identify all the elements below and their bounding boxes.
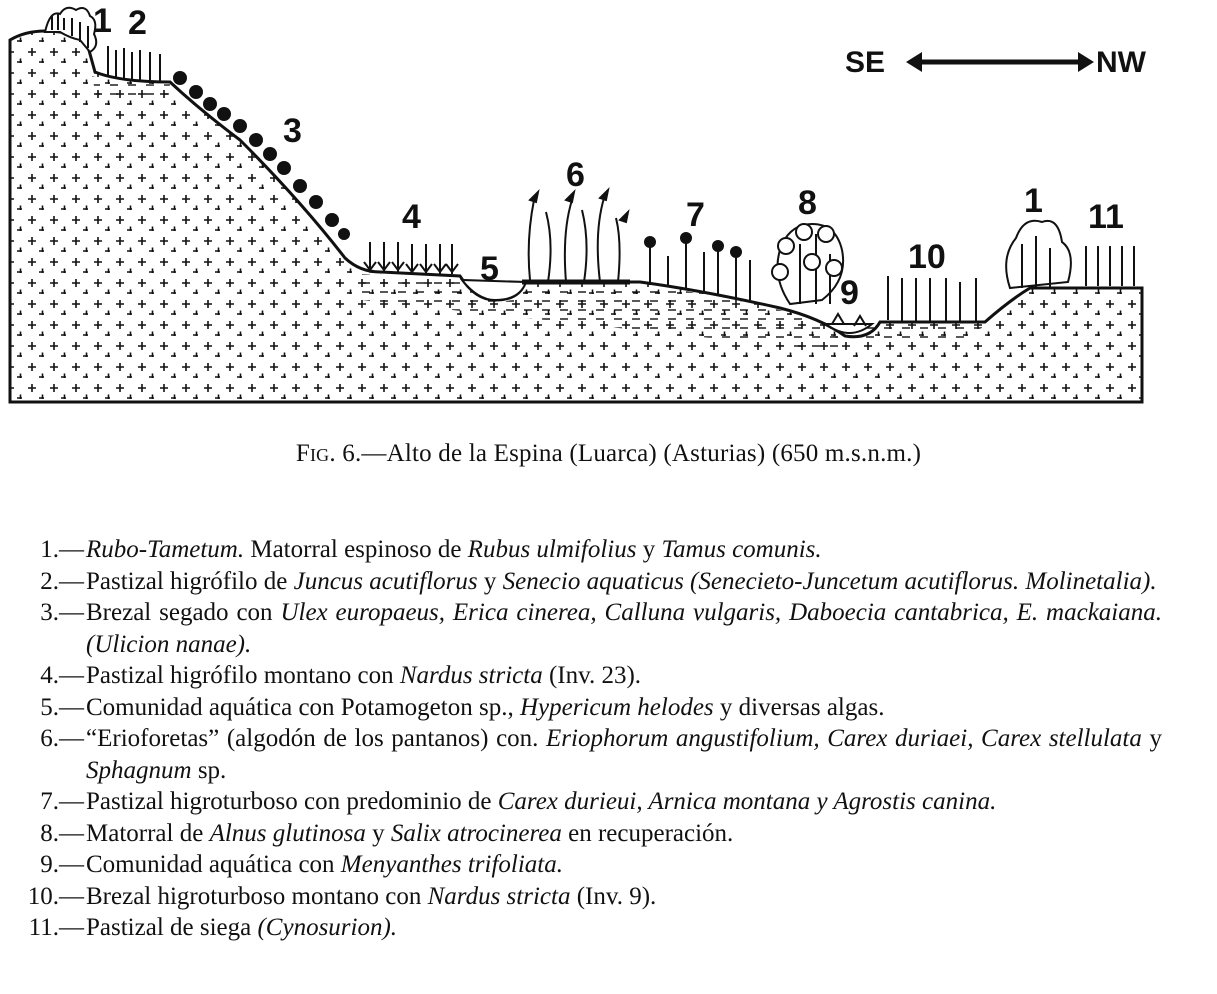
legend-number: 7.—: [40, 788, 84, 815]
legend-item: [22, 881, 1162, 913]
legend-species-name: Hypericum helodes: [519, 693, 714, 721]
legend-item: [22, 597, 1162, 660]
zone-label-8: 8: [798, 184, 817, 222]
orientation-arrow: [845, 46, 1147, 79]
legend-item: [22, 692, 1162, 724]
legend-text-segment: y: [1141, 725, 1162, 752]
legend-item: [22, 912, 1162, 944]
legend-species-name: Tamus comunis.: [661, 536, 822, 563]
zone-label-11: 11: [1088, 198, 1124, 236]
legend-species-name: (Cynosurion).: [257, 914, 398, 941]
zone-label-1-left: 1: [93, 2, 112, 40]
legend-text: [84, 786, 1162, 818]
legend-item: [22, 566, 1162, 598]
orientation-se: SE: [845, 46, 886, 79]
legend-item: [22, 786, 1162, 818]
legend-species-name: Salix atrocinerea: [390, 819, 562, 847]
legend-text-segment: (Inv. 23).: [542, 662, 642, 689]
legend-number: 5.—: [40, 693, 84, 721]
legend-text-segment: Pastizal higroturboso con predominio de: [86, 788, 498, 815]
zone-label-10: 10: [908, 238, 946, 276]
legend-species-name: Alnus glutinosa: [209, 819, 366, 847]
legend-number: 9.—: [40, 851, 84, 878]
legend-text-segment: Pastizal higrófilo montano con: [86, 662, 400, 689]
zone-label-5: 5: [480, 250, 499, 288]
legend-species-name: Nardus stricta: [399, 662, 543, 689]
legend-text-segment: Matorral de: [86, 819, 210, 847]
legend-number: 10.—: [27, 882, 84, 910]
legend-text-segment: Matorral espinoso de: [244, 536, 468, 563]
legend-list: [22, 534, 1162, 944]
legend-species-name: Rubo-Tametum.: [86, 536, 245, 563]
zone-label-6: 6: [566, 156, 585, 194]
legend-text-segment: y: [477, 567, 503, 595]
legend-species-name: Nardus stricta: [427, 882, 571, 910]
legend-species-name: Carex durieui, Arnica montana y Agrostis canina.: [497, 788, 997, 815]
legend-text-segment: “Erioforetas” (algodón de los pantanos) con.: [86, 725, 547, 752]
vegetation-profile-diagram: [0, 0, 1217, 420]
legend-item: [22, 849, 1162, 881]
legend-number: 6.—: [40, 725, 84, 752]
zone-label-1-right: 1: [1024, 182, 1043, 220]
legend-text-segment: Comunidad aquática con Potamogeton sp.,: [86, 693, 520, 721]
legend-text: [84, 692, 1162, 724]
legend-text-segment: Comunidad aquática con: [86, 851, 341, 878]
legend-text-segment: en recuperación.: [561, 819, 734, 847]
figure-label: Fig.: [295, 440, 336, 467]
legend-number: 2.—: [40, 567, 84, 595]
legend-number: 4.—: [40, 662, 84, 689]
legend-text-segment: sp.: [191, 756, 227, 784]
legend-text: [84, 723, 1162, 786]
legend-item: [22, 818, 1162, 850]
zone-label-3: 3: [283, 112, 302, 150]
zone-label-2: 2: [128, 4, 147, 42]
figure-title: 6.—Alto de la Espina (Luarca) (Asturias) (650 m.s.n.m.): [335, 440, 922, 467]
legend-text-segment: Pastizal higrófilo de: [86, 567, 294, 595]
legend-number: 8.—: [40, 819, 84, 847]
orientation-nw: NW: [1096, 46, 1146, 79]
legend-text: [84, 534, 1162, 566]
legend-text: [84, 881, 1162, 913]
legend-number: 3.—: [40, 599, 84, 626]
legend-text-segment: Brezal higroturboso montano con: [86, 882, 428, 910]
bedrock-profile: [10, 31, 1142, 402]
legend-text-segment: Brezal segado con: [86, 599, 281, 626]
legend-text-segment: y: [365, 819, 391, 847]
legend-species-name: Menyanthes trifoliata.: [340, 851, 563, 878]
legend-text-segment: y diversas algas.: [713, 693, 885, 721]
legend-species-name: Ulex europaeus, Erica cinerea, Calluna vulgaris, Daboecia cantabrica, E. mackaiana. (Ulicion nanae).: [86, 599, 1162, 658]
legend-text: [84, 566, 1162, 598]
legend-species-name: Juncus acutiflorus: [293, 567, 478, 595]
legend-number: 11.—: [28, 914, 84, 941]
legend-item: [22, 723, 1162, 786]
legend-species-name: Sphagnum: [86, 756, 192, 784]
legend-species-name: Rubus ulmifolius: [467, 536, 637, 563]
legend-text-segment: y: [636, 536, 662, 563]
figure-caption: [0, 440, 1217, 468]
legend-text-segment: Pastizal de siega: [86, 914, 258, 941]
legend-text: [84, 818, 1162, 850]
legend-text-segment: (Inv. 9).: [570, 882, 657, 910]
legend-text: [84, 660, 1162, 692]
legend-text: [84, 597, 1162, 660]
legend-text: [84, 849, 1162, 881]
legend-item: [22, 534, 1162, 566]
zone-label-4: 4: [402, 198, 421, 236]
zone-label-7: 7: [686, 196, 705, 234]
legend-text: [84, 912, 1162, 944]
legend-item: [22, 660, 1162, 692]
legend-number: 1.—: [40, 536, 84, 563]
zone-label-9: 9: [840, 274, 859, 312]
legend-species-name: Senecio aquaticus (Senecieto-Juncetum acutiflorus. Molinetalia).: [502, 567, 1157, 595]
legend-species-name: Eriophorum angustifolium, Carex duriaei, Carex stellulata: [546, 725, 1142, 752]
